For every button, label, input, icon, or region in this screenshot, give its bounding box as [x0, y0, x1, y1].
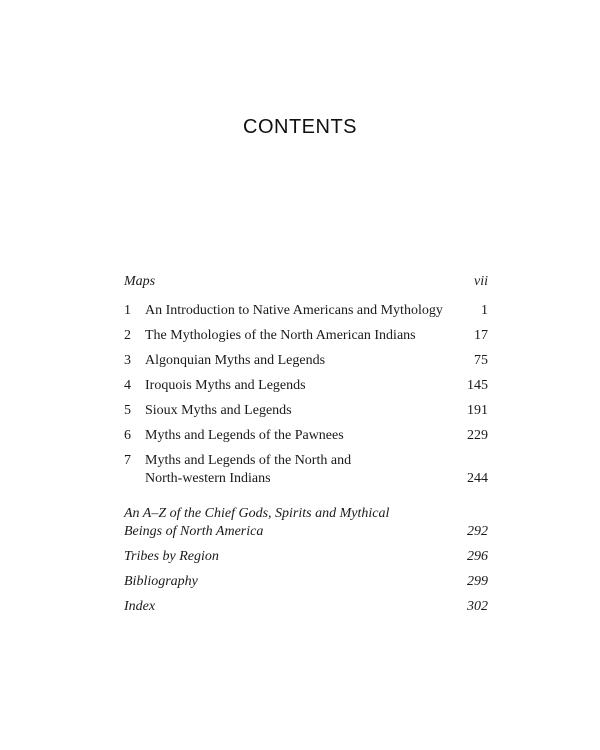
toc-entry-bibliography[interactable] [124, 573, 488, 591]
chapter-page: 17 [474, 328, 488, 343]
chapter-number: 4 [124, 378, 131, 393]
entry-title: Tribes by Region [124, 549, 219, 564]
toc-entry-index[interactable] [124, 598, 488, 616]
entry-page: 302 [467, 599, 488, 614]
chapter-number: 3 [124, 353, 131, 368]
toc-chapter-1[interactable] [124, 302, 488, 320]
chapter-title-line-1: Myths and Legends of the North and [145, 453, 352, 468]
chapter-page: 244 [467, 471, 488, 486]
entry-title: Index [124, 599, 156, 614]
toc-entry-page: vii [474, 274, 488, 289]
chapter-page: 229 [467, 428, 488, 443]
chapter-number: 5 [124, 403, 131, 418]
chapter-number: 6 [124, 428, 131, 443]
chapter-title [145, 452, 467, 488]
page-title: CONTENTS [243, 116, 357, 138]
entry-title [124, 505, 467, 541]
entry-title: Bibliography [124, 574, 198, 589]
chapter-number: 1 [124, 303, 131, 318]
chapter-page: 75 [474, 353, 488, 368]
chapter-title: Iroquois Myths and Legends [145, 378, 306, 393]
toc-entry-title: Maps [124, 274, 156, 289]
chapter-title: Myths and Legends of the Pawnees [145, 428, 344, 443]
chapter-title: Sioux Myths and Legends [145, 403, 292, 418]
chapter-page: 191 [467, 403, 488, 418]
toc-entry-a-z[interactable] [124, 505, 488, 541]
entry-page: 299 [467, 574, 488, 589]
entry-page: 296 [467, 549, 488, 564]
chapter-page: 145 [467, 378, 488, 393]
table-of-contents [124, 268, 488, 623]
entry-title-line-2: Beings of North America [124, 524, 264, 539]
toc-chapter-2[interactable] [124, 327, 488, 345]
entry-title-line-1: An A–Z of the Chief Gods, Spirits and Mythical [124, 506, 390, 521]
chapter-title: An Introduction to Native Americans and Mythology [145, 303, 443, 318]
toc-entry-tribes-by-region[interactable] [124, 548, 488, 566]
entry-page: 292 [467, 524, 488, 539]
toc-entry-maps[interactable] [124, 268, 488, 290]
chapter-title: The Mythologies of the North American Indians [145, 328, 416, 343]
toc-chapter-3[interactable] [124, 352, 488, 370]
chapter-number: 7 [124, 453, 131, 468]
toc-chapter-4[interactable] [124, 377, 488, 395]
back-matter [124, 505, 488, 616]
toc-chapter-6[interactable] [124, 427, 488, 445]
chapter-number: 2 [124, 328, 131, 343]
toc-chapter-5[interactable] [124, 402, 488, 420]
chapter-title: Algonquian Myths and Legends [145, 353, 326, 368]
chapter-title-line-2: North-western Indians [145, 471, 271, 486]
chapter-page: 1 [481, 303, 488, 318]
toc-chapter-7[interactable] [124, 452, 488, 488]
